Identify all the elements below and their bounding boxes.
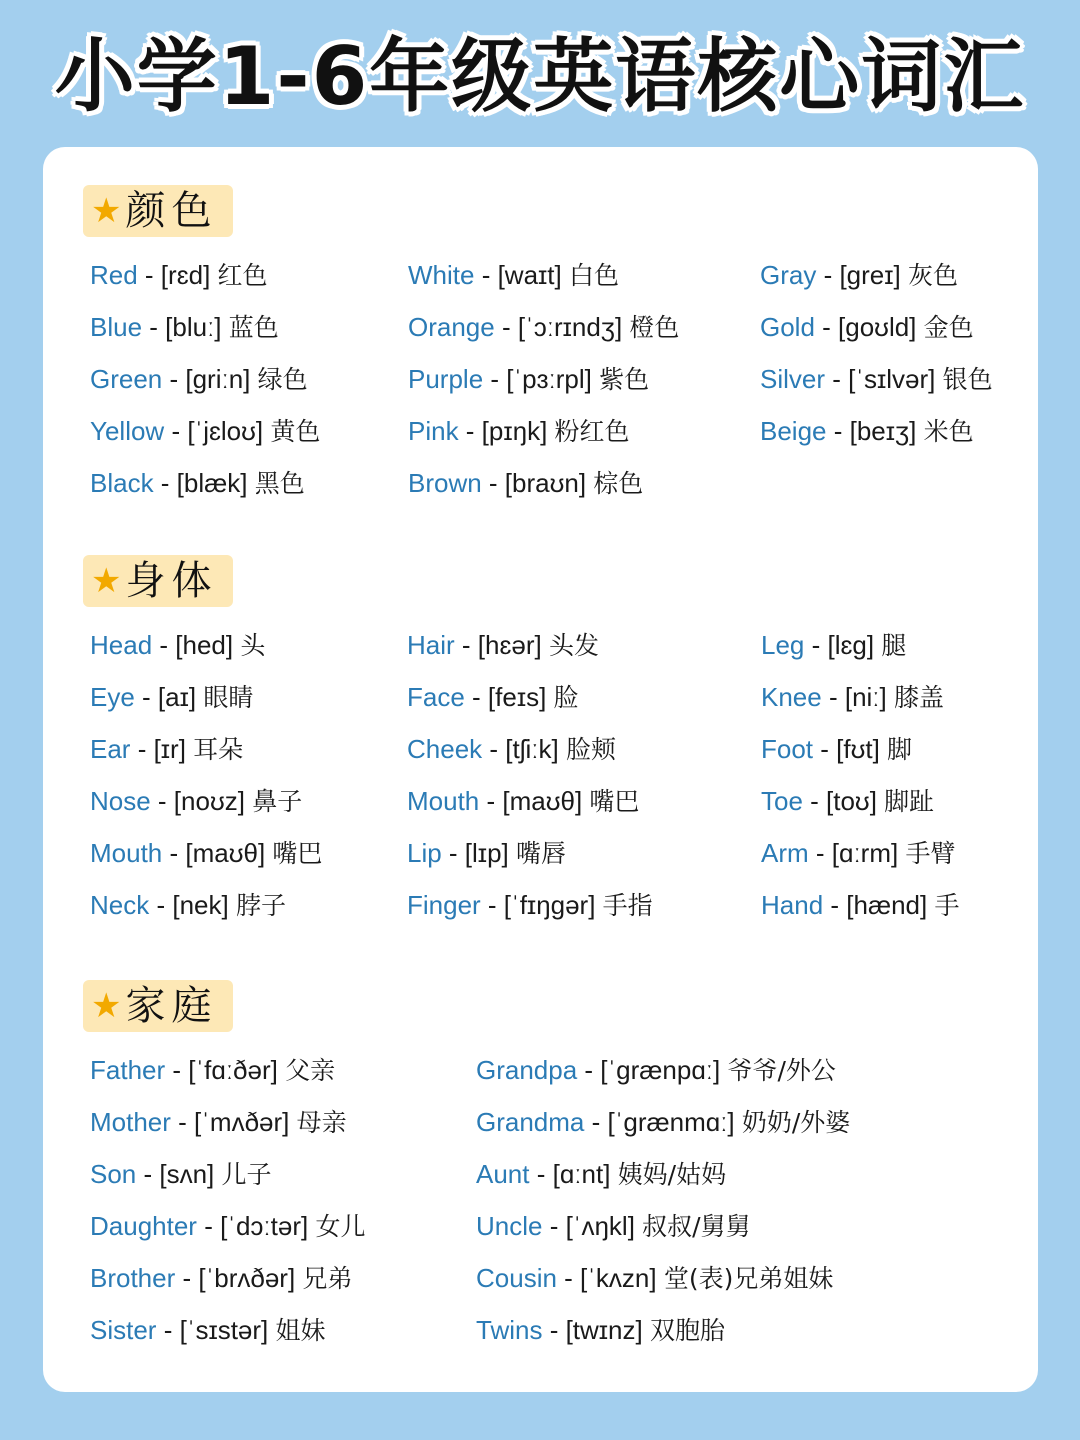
word-entry bbox=[408, 258, 619, 293]
section-title: 颜色 bbox=[125, 188, 218, 234]
english-word: Foot bbox=[761, 734, 814, 764]
english-word: Toe bbox=[761, 786, 803, 816]
english-word: Purple bbox=[408, 364, 484, 394]
word-entry bbox=[90, 414, 320, 449]
english-word: Mother bbox=[90, 1107, 171, 1137]
phonetic: - [ˈkʌzn] bbox=[556, 1263, 664, 1293]
phonetic: - [ˈgrænpɑː] bbox=[577, 1055, 728, 1085]
word-entry bbox=[760, 362, 993, 397]
word-entry bbox=[476, 1053, 836, 1088]
phonetic: - [ˈgrænmɑː] bbox=[584, 1107, 742, 1137]
chinese-meaning: 鼻子 bbox=[252, 787, 303, 816]
chinese-meaning: 白色 bbox=[568, 261, 619, 290]
english-word: Green bbox=[90, 364, 163, 394]
word-entry bbox=[476, 1157, 726, 1192]
word-entry bbox=[760, 258, 958, 293]
chinese-meaning: 绿色 bbox=[257, 365, 308, 394]
english-word: Daughter bbox=[90, 1211, 197, 1241]
phonetic: - [blæk] bbox=[153, 468, 255, 498]
word-entry bbox=[407, 628, 599, 663]
phonetic: - [waɪt] bbox=[474, 260, 569, 290]
word-entry bbox=[761, 836, 955, 871]
chinese-meaning: 粉红色 bbox=[554, 417, 630, 446]
phonetic: - [ˈdɔːtər] bbox=[196, 1211, 316, 1241]
phonetic: - [maʊθ] bbox=[479, 786, 590, 816]
word-entry bbox=[761, 888, 959, 923]
chinese-meaning: 双胞胎 bbox=[649, 1316, 725, 1345]
word-entry bbox=[408, 466, 643, 501]
english-word: Brown bbox=[408, 468, 482, 498]
english-word: Uncle bbox=[476, 1211, 543, 1241]
phonetic: - [ɑːrm] bbox=[808, 838, 906, 868]
phonetic: - [griːn] bbox=[162, 364, 258, 394]
english-word: Beige bbox=[760, 416, 827, 446]
chinese-meaning: 脚趾 bbox=[884, 787, 935, 816]
phonetic: - [sʌn] bbox=[136, 1159, 222, 1189]
english-word: Pink bbox=[408, 416, 459, 446]
word-entry bbox=[761, 732, 912, 767]
phonetic: - [ɑːnt] bbox=[529, 1159, 618, 1189]
chinese-meaning: 嘴巴 bbox=[272, 839, 323, 868]
word-entry bbox=[407, 680, 579, 715]
english-word: Mouth bbox=[407, 786, 480, 816]
chinese-meaning: 手臂 bbox=[905, 839, 956, 868]
star-icon: ★ bbox=[91, 986, 122, 1026]
english-word: Lip bbox=[407, 838, 442, 868]
chinese-meaning: 脚 bbox=[887, 735, 913, 764]
chinese-meaning: 黄色 bbox=[270, 417, 321, 446]
english-word: Arm bbox=[761, 838, 809, 868]
chinese-meaning: 女儿 bbox=[315, 1212, 366, 1241]
page-title: 小学1-6年级英语核心词汇 bbox=[54, 30, 1026, 123]
english-word: Orange bbox=[408, 312, 495, 342]
section-header bbox=[83, 980, 233, 1032]
english-word: Son bbox=[90, 1159, 137, 1189]
chinese-meaning: 嘴唇 bbox=[515, 839, 566, 868]
phonetic: - [ˈsɪlvər] bbox=[825, 364, 943, 394]
word-entry bbox=[90, 310, 279, 345]
phonetic: - [fʊt] bbox=[813, 734, 888, 764]
word-entry bbox=[90, 1261, 352, 1296]
chinese-meaning: 金色 bbox=[923, 313, 974, 342]
chinese-meaning: 蓝色 bbox=[228, 313, 279, 342]
chinese-meaning: 奶奶/外婆 bbox=[741, 1108, 851, 1137]
chinese-meaning: 耳朵 bbox=[193, 735, 244, 764]
word-entry bbox=[90, 628, 265, 663]
phonetic: - [noʊz] bbox=[150, 786, 253, 816]
phonetic: - [ˈpɜːrpl] bbox=[483, 364, 600, 394]
chinese-meaning: 堂(表)兄弟姐妹 bbox=[663, 1264, 834, 1293]
word-entry bbox=[90, 836, 322, 871]
section-title: 身体 bbox=[125, 558, 218, 604]
english-word: Hair bbox=[407, 630, 455, 660]
chinese-meaning: 腿 bbox=[881, 631, 907, 660]
phonetic: - [ˈfɑːðər] bbox=[165, 1055, 286, 1085]
english-word: Hand bbox=[761, 890, 824, 920]
chinese-meaning: 姐妹 bbox=[275, 1316, 326, 1345]
english-word: Leg bbox=[761, 630, 805, 660]
chinese-meaning: 嘴巴 bbox=[589, 787, 640, 816]
phonetic: - [pɪŋk] bbox=[458, 416, 555, 446]
word-entry bbox=[476, 1313, 725, 1348]
english-word: Gold bbox=[760, 312, 815, 342]
chinese-meaning: 银色 bbox=[942, 365, 993, 394]
phonetic: - [ɪr] bbox=[130, 734, 194, 764]
chinese-meaning: 儿子 bbox=[221, 1160, 272, 1189]
english-word: Face bbox=[407, 682, 465, 712]
phonetic: - [beɪʒ] bbox=[826, 416, 924, 446]
chinese-meaning: 灰色 bbox=[907, 261, 958, 290]
english-word: Head bbox=[90, 630, 153, 660]
word-entry bbox=[407, 732, 616, 767]
english-word: Sister bbox=[90, 1315, 157, 1345]
word-entry bbox=[90, 680, 253, 715]
chinese-meaning: 爷爷/外公 bbox=[727, 1056, 836, 1085]
phonetic: - [maʊθ] bbox=[162, 838, 273, 868]
english-word: White bbox=[408, 260, 475, 290]
phonetic: - [tʃiːk] bbox=[482, 734, 566, 764]
word-entry bbox=[90, 1105, 347, 1140]
english-word: Cousin bbox=[476, 1263, 557, 1293]
chinese-meaning: 手 bbox=[934, 891, 960, 920]
phonetic: - [ˈbrʌðər] bbox=[175, 1263, 303, 1293]
phonetic: - [bluː] bbox=[142, 312, 229, 342]
word-entry bbox=[90, 888, 286, 923]
english-word: Black bbox=[90, 468, 154, 498]
phonetic: - [braʊn] bbox=[481, 468, 594, 498]
word-entry bbox=[407, 888, 653, 923]
word-entry bbox=[760, 414, 974, 449]
word-entry bbox=[408, 362, 649, 397]
word-entry bbox=[90, 1053, 335, 1088]
word-entry bbox=[90, 1157, 272, 1192]
phonetic: - [ˈʌŋkl] bbox=[542, 1211, 643, 1241]
chinese-meaning: 手指 bbox=[602, 891, 653, 920]
chinese-meaning: 棕色 bbox=[593, 469, 644, 498]
english-word: Brother bbox=[90, 1263, 176, 1293]
english-word: Twins bbox=[476, 1315, 543, 1345]
chinese-meaning: 姨妈/姑妈 bbox=[617, 1160, 727, 1189]
chinese-meaning: 眼睛 bbox=[203, 683, 254, 712]
phonetic: - [ˈsɪstər] bbox=[156, 1315, 276, 1345]
phonetic: - [toʊ] bbox=[802, 786, 885, 816]
english-word: Mouth bbox=[90, 838, 163, 868]
chinese-meaning: 脸颊 bbox=[565, 735, 616, 764]
english-word: Father bbox=[90, 1055, 166, 1085]
chinese-meaning: 黑色 bbox=[254, 469, 305, 498]
chinese-meaning: 头 bbox=[240, 631, 266, 660]
phonetic: - [ˈfɪŋgər] bbox=[480, 890, 603, 920]
phonetic: - [ˈɔːrɪndʒ] bbox=[494, 312, 630, 342]
phonetic: - [goʊld] bbox=[814, 312, 924, 342]
english-word: Neck bbox=[90, 890, 150, 920]
word-entry bbox=[761, 680, 944, 715]
chinese-meaning: 橙色 bbox=[629, 313, 680, 342]
english-word: Red bbox=[90, 260, 138, 290]
english-word: Grandma bbox=[476, 1107, 585, 1137]
english-word: Cheek bbox=[407, 734, 483, 764]
word-entry bbox=[476, 1105, 850, 1140]
word-entry bbox=[407, 784, 639, 819]
phonetic: - [lɛg] bbox=[804, 630, 882, 660]
word-entry bbox=[90, 258, 268, 293]
phonetic: - [aɪ] bbox=[134, 682, 204, 712]
section-header bbox=[83, 185, 233, 237]
english-word: Nose bbox=[90, 786, 151, 816]
phonetic: - [ˈjɛloʊ] bbox=[164, 416, 271, 446]
phonetic: - [nek] bbox=[149, 890, 236, 920]
english-word: Silver bbox=[760, 364, 826, 394]
phonetic: - [hɛər] bbox=[454, 630, 549, 660]
chinese-meaning: 叔叔/舅舅 bbox=[642, 1212, 751, 1241]
phonetic: - [hænd] bbox=[823, 890, 935, 920]
chinese-meaning: 脖子 bbox=[235, 891, 286, 920]
word-entry bbox=[761, 628, 906, 663]
section-title: 家庭 bbox=[125, 983, 218, 1029]
english-word: Aunt bbox=[476, 1159, 530, 1189]
phonetic: - [niː] bbox=[821, 682, 894, 712]
english-word: Eye bbox=[90, 682, 135, 712]
chinese-meaning: 母亲 bbox=[296, 1108, 347, 1137]
english-word: Gray bbox=[760, 260, 817, 290]
phonetic: - [rɛd] bbox=[137, 260, 218, 290]
phonetic: - [greɪ] bbox=[816, 260, 908, 290]
word-entry bbox=[90, 1313, 326, 1348]
chinese-meaning: 膝盖 bbox=[893, 683, 944, 712]
star-icon: ★ bbox=[91, 191, 122, 231]
word-entry bbox=[476, 1209, 751, 1244]
chinese-meaning: 脸 bbox=[553, 683, 579, 712]
word-entry bbox=[408, 414, 630, 449]
star-icon: ★ bbox=[91, 561, 122, 601]
word-entry bbox=[761, 784, 934, 819]
word-entry bbox=[408, 310, 679, 345]
word-entry bbox=[90, 784, 302, 819]
word-entry bbox=[90, 1209, 365, 1244]
phonetic: - [hed] bbox=[152, 630, 241, 660]
chinese-meaning: 紫色 bbox=[599, 365, 650, 394]
phonetic: - [twɪnz] bbox=[542, 1315, 650, 1345]
chinese-meaning: 兄弟 bbox=[302, 1264, 353, 1293]
word-entry bbox=[407, 836, 566, 871]
chinese-meaning: 头发 bbox=[548, 631, 599, 660]
word-entry bbox=[90, 732, 243, 767]
phonetic: - [ˈmʌðər] bbox=[170, 1107, 297, 1137]
chinese-meaning: 米色 bbox=[923, 417, 974, 446]
word-entry bbox=[90, 362, 308, 397]
phonetic: - [feɪs] bbox=[464, 682, 554, 712]
word-entry bbox=[90, 466, 305, 501]
section-header bbox=[83, 555, 233, 607]
english-word: Blue bbox=[90, 312, 143, 342]
chinese-meaning: 红色 bbox=[217, 261, 268, 290]
phonetic: - [lɪp] bbox=[441, 838, 516, 868]
english-word: Finger bbox=[407, 890, 481, 920]
english-word: Ear bbox=[90, 734, 131, 764]
vocabulary-card bbox=[43, 147, 1038, 1392]
english-word: Grandpa bbox=[476, 1055, 578, 1085]
chinese-meaning: 父亲 bbox=[285, 1056, 336, 1085]
word-entry bbox=[760, 310, 974, 345]
english-word: Knee bbox=[761, 682, 822, 712]
word-entry bbox=[476, 1261, 833, 1296]
english-word: Yellow bbox=[90, 416, 165, 446]
